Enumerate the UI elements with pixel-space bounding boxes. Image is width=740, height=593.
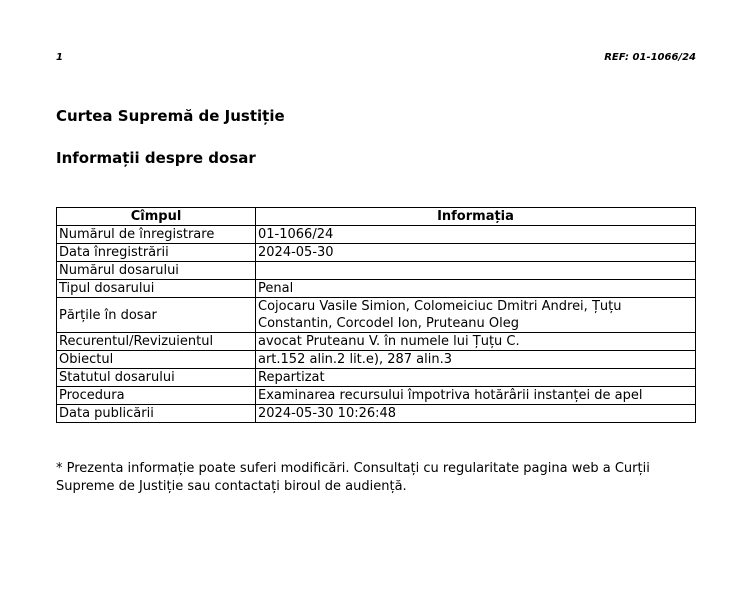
table-row [57, 405, 696, 423]
field-label: Recurentul/Revizuientul [57, 333, 256, 351]
field-label: Data publicării [57, 405, 256, 423]
field-label: Statutul dosarului [57, 369, 256, 387]
table-row [57, 262, 696, 280]
page-number: 1 [56, 52, 63, 63]
field-value: avocat Pruteanu V. în numele lui Țuțu C. [256, 333, 696, 351]
field-value [256, 262, 696, 280]
table-header-row [57, 208, 696, 226]
section-title: Informații despre dosar [56, 149, 256, 167]
field-value: 2024-05-30 [256, 244, 696, 262]
table-row [57, 226, 696, 244]
table-row [57, 351, 696, 369]
field-label: Părțile în dosar [57, 298, 256, 333]
field-label: Tipul dosarului [57, 280, 256, 298]
field-value: Repartizat [256, 369, 696, 387]
court-name: Curtea Supremă de Justiție [56, 107, 285, 125]
table-row [57, 369, 696, 387]
field-value: Examinarea recursului împotriva hotărârii instanței de apel [256, 387, 696, 405]
field-label: Obiectul [57, 351, 256, 369]
header-field: Cîmpul [57, 208, 256, 226]
field-label: Data înregistrării [57, 244, 256, 262]
table-row [57, 244, 696, 262]
field-value: 01-1066/24 [256, 226, 696, 244]
field-label: Numărul de înregistrare [57, 226, 256, 244]
reference-number: REF: 01-1066/24 [604, 52, 696, 63]
field-value: 2024-05-30 10:26:48 [256, 405, 696, 423]
disclaimer-note: * Prezenta informație poate suferi modificări. Consultați cu regularitate pagina web a Curții Supreme de Justiție sau contactați biroul de audiență. [56, 461, 650, 494]
table-row [57, 280, 696, 298]
header-information: Informația [256, 208, 696, 226]
case-info-table [56, 207, 696, 423]
table-row [57, 333, 696, 351]
field-label: Numărul dosarului [57, 262, 256, 280]
table-row [57, 387, 696, 405]
field-label: Procedura [57, 387, 256, 405]
field-value: art.152 alin.2 lit.e), 287 alin.3 [256, 351, 696, 369]
table-row [57, 298, 696, 333]
field-value: Penal [256, 280, 696, 298]
field-value: Cojocaru Vasile Simion, Colomeiciuc Dmitri Andrei, Țuțu Constantin, Corcodel Ion, Pruteanu Oleg [256, 298, 696, 333]
